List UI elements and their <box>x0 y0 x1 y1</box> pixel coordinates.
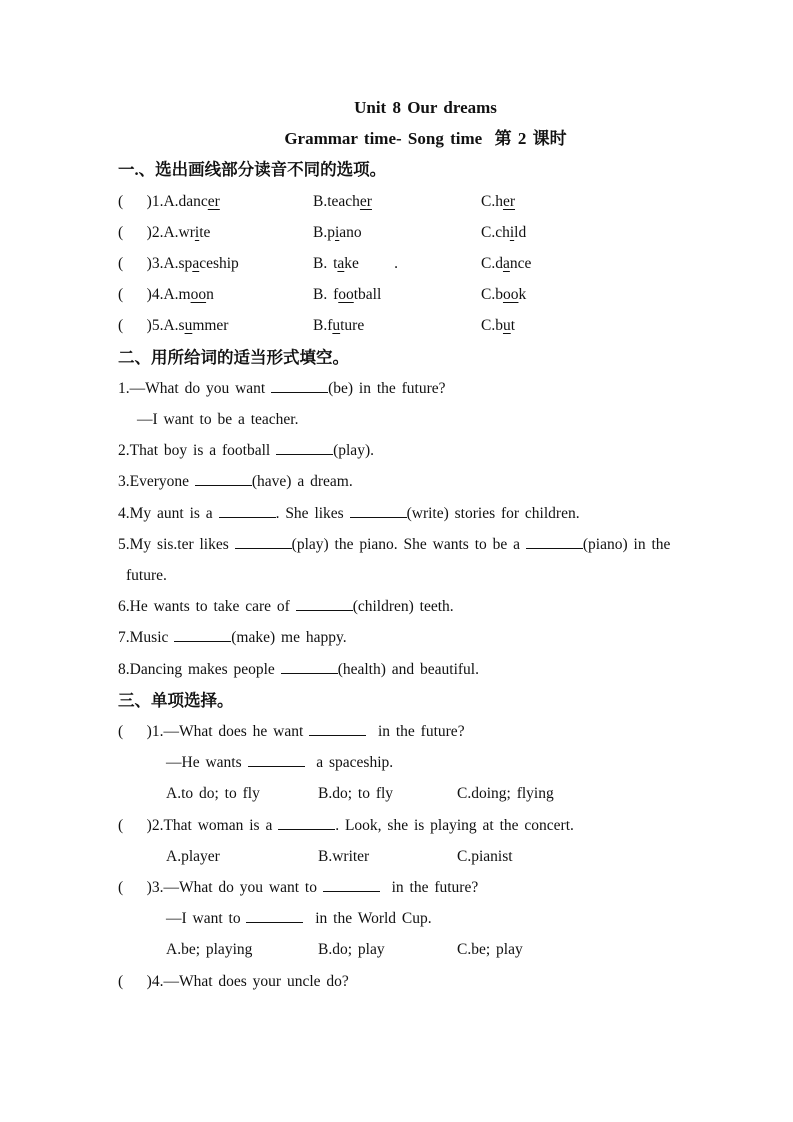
underlined-letters: oo <box>502 286 519 304</box>
phonics-row-2 <box>118 217 733 248</box>
fill-item-8: 8.Dancing makes people (health) and beautiful. <box>118 660 479 678</box>
fill-item-1-answer: —I want to be a teacher. <box>137 411 299 429</box>
fill-item-6: 6.He wants to take care of (children) teeth. <box>118 598 454 616</box>
underlined-letters: i <box>334 223 340 241</box>
option-a: ( )1.A.dancer <box>118 192 220 210</box>
fill-blank <box>526 548 583 549</box>
fill-blank <box>350 517 407 518</box>
section2-heading: 二、用所给词的适当形式填空。 <box>118 347 349 367</box>
fill-item-4: 4.My aunt is a . She likes (write) stories for children. <box>118 504 580 522</box>
fill-blank <box>278 829 335 830</box>
fill-blank <box>195 485 252 486</box>
choice-q2-line1: ( )2.That woman is a . Look, she is playing at the concert. <box>118 816 574 834</box>
option-a: ( )2.A.write <box>118 223 211 241</box>
phonics-row-3 <box>118 248 733 279</box>
underlined-letters: oo <box>190 286 207 304</box>
underlined-letters: a <box>502 255 510 273</box>
section-multiple-choice <box>118 685 733 997</box>
option-a: ( )4.A.moon <box>118 286 214 304</box>
underlined-letters: u <box>184 317 193 335</box>
fill-item-2: 2.That boy is a football (play). <box>118 442 374 460</box>
option-a: A.to do; to fly <box>166 785 260 803</box>
fill-item-7: 7.Music (make) me happy. <box>118 629 347 647</box>
fill-blank <box>246 922 303 923</box>
fill-blank <box>296 610 353 611</box>
option-a: A.player <box>166 847 220 865</box>
option-a: ( )5.A.summer <box>118 317 229 335</box>
underlined-letters: er <box>207 192 220 210</box>
fill-item-3: 3.Everyone (have) a dream. <box>118 473 353 491</box>
fill-item-1: 1.—What do you want (be) in the future? <box>118 379 446 397</box>
option-c: C.dance <box>481 255 532 273</box>
option-b: B. take . <box>313 255 399 273</box>
choice-q4-line1: ( )4.—What does your uncle do? <box>118 972 349 990</box>
choice-q1-line1: ( )1.—What does he want in the future? <box>118 723 465 741</box>
phonics-row-4 <box>118 279 733 310</box>
phonics-row-5 <box>118 310 733 341</box>
section-phonics <box>118 154 733 341</box>
fill-blank <box>174 641 231 642</box>
option-c: C.pianist <box>457 847 513 865</box>
option-b: B.do; play <box>318 941 385 959</box>
fill-blank <box>271 392 328 393</box>
section1-heading: 一.、选出画线部分读音不同的选项。 <box>118 160 387 180</box>
choice-q2-options <box>118 841 733 872</box>
fill-item-5: 5.My sis.ter likes (play) the piano. She wants to be a (piano) in the <box>118 535 671 553</box>
fill-blank <box>309 735 366 736</box>
fill-blank <box>281 673 338 674</box>
choice-q3-options <box>118 934 733 965</box>
underlined-letters: a <box>337 255 345 273</box>
fill-blank <box>276 454 333 455</box>
phonics-row-1 <box>118 186 733 217</box>
underlined-letters: i <box>194 223 200 241</box>
underlined-letters: er <box>359 192 372 210</box>
option-c: C.be; play <box>457 941 523 959</box>
option-c: C.but <box>481 317 516 335</box>
section-fill-blanks <box>118 342 733 685</box>
fill-blank <box>248 766 305 767</box>
underlined-letters: a <box>192 255 200 273</box>
underlined-letters: u <box>332 317 341 335</box>
option-c: C.child <box>481 223 527 241</box>
option-b: B.teacher <box>313 192 372 210</box>
fill-blank <box>219 517 276 518</box>
choice-q3-line2: —I want to in the World Cup. <box>166 910 432 928</box>
fill-item-5-continuation: future. <box>126 567 167 585</box>
option-c: C.her <box>481 192 516 210</box>
page-title: Unit 8 Our dreams <box>354 98 497 117</box>
page-subtitle: Grammar time- Song time 第 2 课时 <box>284 129 567 149</box>
option-a: A.be; playing <box>166 941 253 959</box>
option-b: B.piano <box>313 223 362 241</box>
underlined-letters: oo <box>338 286 354 304</box>
option-b: B.future <box>313 317 365 335</box>
underlined-letters: i <box>509 223 515 241</box>
fill-blank <box>323 891 380 892</box>
option-c: C.book <box>481 286 527 304</box>
choice-q1-line2: —He wants a spaceship. <box>166 754 394 772</box>
option-b: B.do; to fly <box>318 785 394 803</box>
option-c: C.doing; flying <box>457 785 554 803</box>
choice-q1-options <box>118 778 733 809</box>
choice-q3-line1: ( )3.—What do you want to in the future? <box>118 879 479 897</box>
underlined-letters: u <box>502 317 511 335</box>
fill-blank <box>235 548 292 549</box>
option-a: ( )3.A.spaceship <box>118 255 239 273</box>
option-b: B. football <box>313 286 382 304</box>
option-b: B.writer <box>318 847 370 865</box>
section3-heading: 三、单项选择。 <box>118 690 234 710</box>
underlined-letters: er <box>502 192 516 210</box>
